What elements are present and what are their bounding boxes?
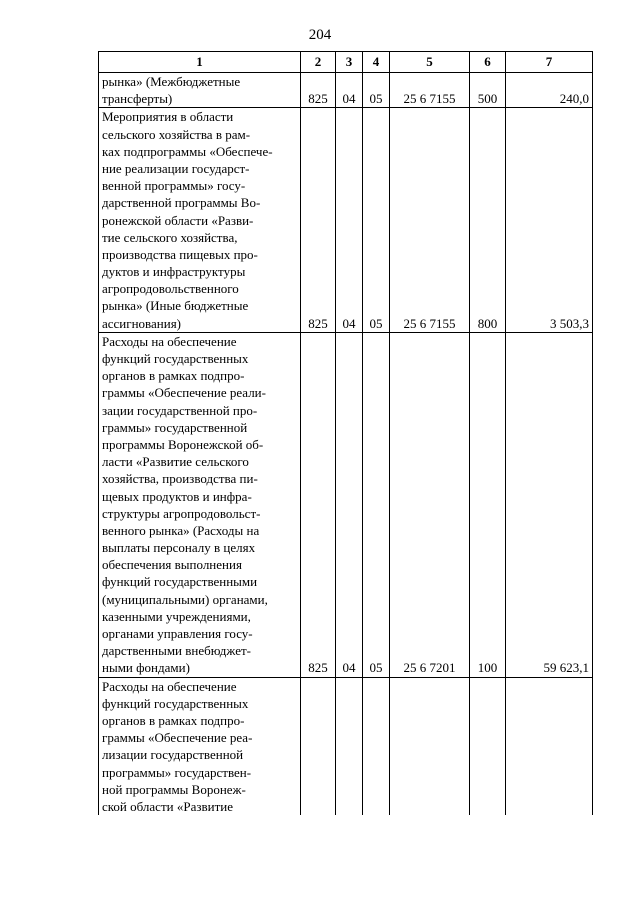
description-line: функций государственными	[102, 574, 258, 590]
subsection-cell: 05	[363, 73, 390, 108]
description-line: ской области «Развитие	[102, 798, 233, 814]
description-line: щевых продуктов и инфра-	[102, 488, 252, 504]
column-header: 5	[390, 52, 470, 73]
description-line: лизации государственной	[102, 747, 244, 763]
target-article-cell: 25 6 7155	[390, 108, 470, 332]
description-line: структуры агропродовольст-	[102, 505, 261, 521]
description-line: агропродовольственного	[102, 281, 239, 297]
description-line: выплаты персоналу в целях	[102, 540, 256, 556]
description-line: граммы «Обеспечение реа-	[102, 730, 253, 746]
amount-cell: 240,0	[506, 73, 593, 108]
description-line: производства пищевых про-	[102, 246, 258, 262]
ministry-code-cell: 825	[301, 332, 336, 677]
column-header: 2	[301, 52, 336, 73]
column-header: 6	[470, 52, 506, 73]
description-line: Расходы на обеспечение	[102, 678, 237, 694]
ministry-code-cell: 825	[301, 73, 336, 108]
description-line: трансферты)	[102, 91, 173, 107]
description-line: функций государственных	[102, 695, 249, 711]
section-cell	[336, 677, 363, 815]
description-line: органами управления госу-	[102, 626, 253, 641]
table-row	[99, 332, 593, 677]
expense-description	[99, 677, 301, 815]
description-line: граммы «Обеспечение реали-	[102, 385, 266, 401]
expense-description	[99, 108, 301, 332]
description-line: дарственной программы Во-	[102, 195, 261, 211]
description-line: венного рынка» (Расходы на	[102, 522, 260, 538]
description-line: ной программы Воронеж-	[102, 781, 246, 797]
column-header: 1	[99, 52, 301, 73]
table-header-row	[99, 52, 593, 73]
expense-type-cell	[470, 677, 506, 815]
description-line: ние реализации государст-	[102, 160, 250, 176]
expense-description	[99, 332, 301, 677]
subsection-cell: 05	[363, 332, 390, 677]
expense-type-cell: 100	[470, 332, 506, 677]
description-line: (муниципальными) органами,	[102, 591, 268, 607]
description-line: дарственными внебюджет-	[102, 643, 251, 659]
description-line: казенными учреждениями,	[102, 608, 251, 624]
target-article-cell: 25 6 7201	[390, 332, 470, 677]
description-line: органов в рамках подпро-	[102, 712, 245, 728]
section-cell: 04	[336, 108, 363, 332]
table-row	[99, 73, 593, 108]
description-line: функций государственных	[102, 351, 249, 366]
column-header: 7	[506, 52, 593, 73]
amount-cell: 59 623,1	[506, 332, 593, 677]
amount-cell: 3 503,3	[506, 108, 593, 332]
description-line: обеспечения выполнения	[102, 557, 242, 573]
description-line: ронежской области «Разви-	[102, 212, 254, 228]
description-line: Расходы на обеспечение	[102, 333, 237, 349]
expense-type-cell: 500	[470, 73, 506, 108]
description-line: программы» государствен-	[102, 764, 252, 780]
description-line: граммы» государственной	[102, 419, 248, 435]
table-row	[99, 677, 593, 815]
ministry-code-cell	[301, 677, 336, 815]
expense-description	[99, 73, 301, 108]
description-line: хозяйства, производства пи-	[102, 471, 258, 487]
expense-type-cell: 800	[470, 108, 506, 332]
description-line: ассигнования)	[102, 315, 182, 331]
description-line: ными фондами)	[102, 660, 190, 676]
description-line: венной программы» госу-	[102, 178, 246, 194]
description-line: программы Воронежской об-	[102, 436, 264, 452]
description-line: сельского хозяйства в рам-	[102, 126, 251, 142]
column-header: 3	[336, 52, 363, 73]
page-number: 204	[308, 27, 332, 43]
ministry-code-cell: 825	[301, 108, 336, 332]
description-line: рынка» (Иные бюджетные	[102, 298, 249, 314]
description-line: рынка» (Межбюджетные	[102, 74, 241, 89]
description-line: дуктов и инфраструктуры	[102, 264, 246, 280]
budget-table	[98, 51, 593, 815]
amount-cell	[506, 677, 593, 815]
target-article-cell	[390, 677, 470, 815]
description-line: органов в рамках подпро-	[102, 368, 245, 384]
column-header: 4	[363, 52, 390, 73]
description-line: ласти «Развитие сельского	[102, 454, 249, 470]
subsection-cell	[363, 677, 390, 815]
description-line: тие сельского хозяйства,	[102, 229, 238, 245]
description-line: зации государственной про-	[102, 402, 258, 418]
subsection-cell: 05	[363, 108, 390, 332]
section-cell: 04	[336, 73, 363, 108]
description-line: Мероприятия в области	[102, 109, 234, 125]
description-line: ках подпрограммы «Обеспече-	[102, 143, 273, 159]
section-cell: 04	[336, 332, 363, 677]
table-row	[99, 108, 593, 332]
target-article-cell: 25 6 7155	[390, 73, 470, 108]
